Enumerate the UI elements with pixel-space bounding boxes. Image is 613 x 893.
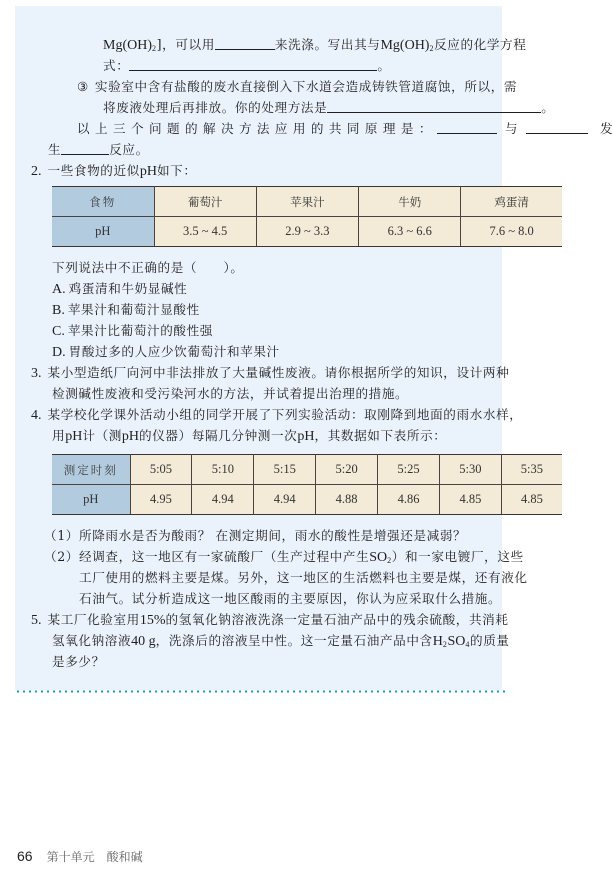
reaction-type-blank[interactable] bbox=[61, 141, 109, 155]
table-cell: 4.94 bbox=[192, 485, 254, 515]
row-header: pH bbox=[52, 217, 154, 247]
method-blank[interactable] bbox=[327, 99, 541, 113]
page-footer bbox=[17, 848, 143, 865]
question-5-line-2: 氢氧化钠溶液40 g，洗涤后的溶液呈中性。这一定量石油产品中含$H_2SO_4$的质量 bbox=[52, 633, 510, 649]
question-4-sub-2-line-1: （2）经调查，这一地区有一家硫酸厂（生产过程中产生$SO_2$）和一家电镀厂，这些 bbox=[44, 549, 524, 565]
row-header: 测定时刻 bbox=[52, 455, 130, 485]
table-cell: 4.88 bbox=[316, 485, 378, 515]
dotted-divider bbox=[15, 690, 506, 693]
table-cell: 4.86 bbox=[378, 485, 440, 515]
table-cell: 5:30 bbox=[439, 455, 501, 485]
table-cell: 6.3 ~ 6.6 bbox=[359, 217, 461, 247]
food-ph-table bbox=[52, 186, 562, 247]
rainwater-ph-table bbox=[52, 454, 562, 515]
table-cell: 牛奶 bbox=[359, 187, 461, 217]
equation-blank[interactable] bbox=[129, 57, 377, 71]
question-4-sub-1: （1）所降雨水是否为酸雨？ 在测定期间，雨水的酸性是增强还是减弱？ bbox=[44, 528, 467, 543]
item-3-line-1: ③ 实验室中含有盐酸的废水直接倒入下水道会造成铸铁管道腐蚀，所以，需 bbox=[77, 79, 518, 94]
question-4-line-1: 4. 某学校化学课外活动小组的同学开展了下列实验活动：取刚降到地面的雨水水样， bbox=[31, 407, 523, 423]
page-number: 66 bbox=[17, 848, 33, 864]
question-3-line-2: 检测碱性废液和受污染河水的方法，并试着提出治理的措施。 bbox=[52, 386, 409, 401]
table-cell: 2.9 ~ 3.3 bbox=[256, 217, 358, 247]
table-row bbox=[52, 217, 562, 247]
option-b[interactable]: B. 苹果汁和葡萄汁显酸性 bbox=[52, 302, 200, 318]
table-cell: 4.94 bbox=[254, 485, 316, 515]
reactant-blank-1[interactable] bbox=[437, 120, 497, 134]
continuation-line-1: $Mg(OH)_2$]，可以用 来洗涤。写出其与$Mg(OH)_2$反应的化学方程 bbox=[103, 37, 527, 53]
question-4-sub-2-line-2: 工厂使用的燃料主要是煤。另外，这一地区的生活燃料也主要是煤，还有液化 bbox=[79, 570, 528, 585]
table-cell: 鸡蛋清 bbox=[461, 187, 562, 217]
table-cell: 5:15 bbox=[254, 455, 316, 485]
table-cell: 5:10 bbox=[192, 455, 254, 485]
option-a[interactable]: A. 鸡蛋清和牛奶显碱性 bbox=[52, 281, 188, 297]
unit-title: 第十单元 bbox=[46, 850, 95, 864]
table-cell: 5:20 bbox=[316, 455, 378, 485]
reactant-blank-2[interactable] bbox=[526, 120, 588, 134]
question-4-sub-2-line-3: 石油气。试分析造成这一地区酸雨的主要原因，你认为应采取什么措施。 bbox=[79, 591, 502, 606]
row-header: pH bbox=[52, 485, 130, 515]
question-2-stem: 2. 一些食物的近似pH如下： bbox=[31, 163, 197, 179]
continuation-line-2: 式： 。 bbox=[103, 58, 391, 73]
table-cell: 7.6 ~ 8.0 bbox=[461, 217, 562, 247]
table-cell: 5:35 bbox=[501, 455, 562, 485]
question-4-line-2: 用pH计（测pH的仪器）每隔几分钟测一次pH，其数据如下表所示： bbox=[52, 428, 447, 444]
table-cell: 4.85 bbox=[439, 485, 501, 515]
question-3-line-1: 3. 某小型造纸厂向河中非法排放了大量碱性废液。请你根据所学的知识，设计两种 bbox=[31, 365, 510, 381]
row-header: 食物 bbox=[52, 187, 154, 217]
unit-topic: 酸和碱 bbox=[106, 850, 143, 864]
table-cell: 4.85 bbox=[501, 485, 562, 515]
principle-line-2: 生 反应。 bbox=[48, 142, 149, 157]
table-cell: 苹果汁 bbox=[256, 187, 358, 217]
table-cell: 葡萄汁 bbox=[154, 187, 256, 217]
table-cell: 5:25 bbox=[378, 455, 440, 485]
table-cell: 3.5 ~ 4.5 bbox=[154, 217, 256, 247]
answer-blank[interactable] bbox=[215, 36, 275, 50]
table-row bbox=[52, 187, 562, 217]
table-row bbox=[52, 485, 562, 515]
question-5-line-1: 5. 某工厂化验室用15%的氢氧化钠溶液洗涤一定量石油产品中的残余硫酸，共消耗 bbox=[31, 612, 509, 628]
table-cell: 4.95 bbox=[130, 485, 192, 515]
table-cell: 5:05 bbox=[130, 455, 192, 485]
question-2-prompt: 下列说法中不正确的是（ ）。 bbox=[52, 260, 244, 275]
item-3-line-2: 将废液处理后再排放。你的处理方法是 。 bbox=[103, 100, 555, 115]
table-row bbox=[52, 455, 562, 485]
option-d[interactable]: D. 胃酸过多的人应少饮葡萄汁和苹果汁 bbox=[52, 344, 280, 360]
principle-line-1: 以上三个问题的解决方法应用的共同原理是： 与 发 bbox=[77, 121, 613, 136]
question-5-line-3: 是多少？ bbox=[52, 654, 105, 669]
option-c[interactable]: C. 苹果汁比葡萄汁的酸性强 bbox=[52, 323, 213, 339]
